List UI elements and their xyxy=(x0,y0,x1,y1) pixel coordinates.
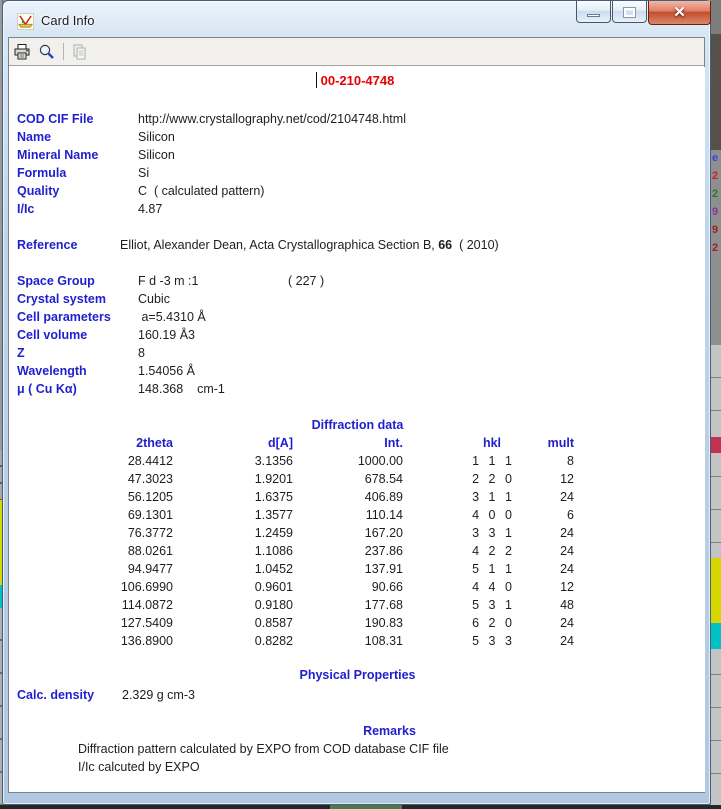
background-text-fragment: 2 xyxy=(712,188,719,200)
field-row xyxy=(10,382,705,399)
field-label: Quality xyxy=(17,184,60,198)
cell-int: 177.68 xyxy=(364,598,403,612)
cell-hkl: 3 1 1 xyxy=(472,490,512,504)
field-value: C ( calculated pattern) xyxy=(138,184,265,198)
field-label: Calc. density xyxy=(17,688,95,702)
field-value: 148.368 cm-1 xyxy=(138,382,225,396)
cell-mult: 12 xyxy=(560,472,574,486)
cell-d: 1.6375 xyxy=(254,490,293,504)
table-header-row xyxy=(10,436,705,452)
toolbar-separator xyxy=(63,43,64,60)
cell-mult: 24 xyxy=(560,634,574,648)
column-header-int: Int. xyxy=(384,436,403,450)
field-row xyxy=(10,346,705,363)
maximize-icon xyxy=(624,8,635,17)
zoom-button[interactable] xyxy=(36,41,58,63)
remark-line: I/Ic calcuted by EXPO xyxy=(78,760,200,774)
cell-hkl: 5 3 1 xyxy=(472,598,512,612)
field-row xyxy=(10,112,705,129)
field-value: Si xyxy=(138,166,150,180)
table-row xyxy=(10,598,705,614)
column-header-hkl: hkl xyxy=(482,436,502,450)
table-row xyxy=(10,616,705,632)
column-header-2theta: 2theta xyxy=(136,436,173,450)
reference-volume: 66 xyxy=(438,238,453,252)
field-row xyxy=(10,274,705,291)
cell-hkl: 5 3 3 xyxy=(472,634,512,648)
maximize-button[interactable] xyxy=(612,1,647,23)
toolbar xyxy=(9,38,704,66)
field-label: Cell parameters xyxy=(17,310,111,324)
cell-mult: 48 xyxy=(560,598,574,612)
field-row xyxy=(10,364,705,381)
field-value: 160.19 Å3 xyxy=(138,328,195,342)
field-label: COD CIF File xyxy=(17,112,94,126)
cell-mult: 24 xyxy=(560,544,574,558)
cell-d: 1.9201 xyxy=(254,472,293,486)
cell-2theta: 114.0872 xyxy=(121,598,173,612)
diffraction-section-title: Diffraction data xyxy=(311,418,404,432)
field-label: I/Ic xyxy=(17,202,35,216)
close-button[interactable] xyxy=(648,1,711,25)
field-value: 2.329 g cm-3 xyxy=(122,688,195,702)
column-header-mult: mult xyxy=(547,436,574,450)
cell-hkl: 4 2 2 xyxy=(472,544,512,558)
cell-int: 237.86 xyxy=(364,544,403,558)
field-value: F d -3 m :1 xyxy=(138,274,199,288)
field-label: Z xyxy=(17,346,25,360)
cell-d: 1.1086 xyxy=(254,544,293,558)
reference-year: ( 2010) xyxy=(452,238,499,252)
minimize-icon xyxy=(587,14,600,17)
cell-hkl: 6 2 0 xyxy=(472,616,512,630)
cell-2theta: 106.6990 xyxy=(120,580,173,594)
column-header-d: d[A] xyxy=(268,436,293,450)
minimize-button[interactable] xyxy=(576,1,611,23)
remarks-title: Remarks xyxy=(363,724,416,738)
cell-2theta: 56.1205 xyxy=(127,490,173,504)
cell-2theta: 88.0261 xyxy=(127,544,173,558)
table-row xyxy=(10,580,705,596)
background-text-fragment: e xyxy=(712,152,719,164)
cell-2theta: 69.1301 xyxy=(127,508,173,522)
cell-hkl: 2 2 0 xyxy=(472,472,512,486)
cell-mult: 24 xyxy=(560,562,574,576)
cell-int: 110.14 xyxy=(365,508,403,522)
text-cursor xyxy=(316,72,317,88)
table-row xyxy=(10,634,705,650)
cell-2theta: 94.9477 xyxy=(127,562,173,576)
field-value: Silicon xyxy=(138,130,175,144)
background-text-fragment xyxy=(330,805,402,809)
background-window-right-strip xyxy=(711,0,721,809)
physical-properties-title: Physical Properties xyxy=(299,668,416,682)
field-row xyxy=(10,202,705,219)
table-row xyxy=(10,562,705,578)
print-button[interactable] xyxy=(11,41,33,63)
field-label: Wavelength xyxy=(17,364,87,378)
cell-int: 137.91 xyxy=(364,562,403,576)
reference-text: Elliot, Alexander Dean, Acta Crystallographica Section B, xyxy=(120,238,439,252)
field-label: Cell volume xyxy=(17,328,88,342)
cell-d: 0.8282 xyxy=(254,634,293,648)
cell-2theta: 127.5409 xyxy=(120,616,173,630)
cell-mult: 24 xyxy=(560,616,574,630)
cell-d: 0.9180 xyxy=(254,598,293,612)
cell-int: 678.54 xyxy=(364,472,403,486)
reference-value xyxy=(120,238,499,252)
field-row xyxy=(10,148,705,165)
cell-int: 167.20 xyxy=(364,526,403,540)
space-group-number: ( 227 ) xyxy=(288,274,325,288)
cell-d: 0.9601 xyxy=(254,580,293,594)
background-window-bottom-strip xyxy=(0,805,721,809)
window-title: Card Info xyxy=(41,13,95,28)
field-row xyxy=(10,310,705,327)
field-label: Reference xyxy=(17,238,78,252)
background-text-fragment: 9 xyxy=(712,206,719,218)
card-info-window xyxy=(2,0,711,805)
cell-hkl: 3 3 1 xyxy=(472,526,512,540)
cell-int: 406.89 xyxy=(364,490,403,504)
field-value: Cubic xyxy=(138,292,170,306)
cell-mult: 6 xyxy=(567,508,574,522)
field-row xyxy=(10,166,705,183)
cell-2theta: 136.8900 xyxy=(120,634,173,648)
field-label: Formula xyxy=(17,166,67,180)
table-row xyxy=(10,526,705,542)
field-label: μ ( Cu Kα) xyxy=(17,382,77,396)
cell-mult: 24 xyxy=(560,490,574,504)
field-row xyxy=(10,130,705,147)
field-label: Mineral Name xyxy=(17,148,99,162)
cell-mult: 8 xyxy=(567,454,574,468)
cell-d: 1.0452 xyxy=(254,562,293,576)
reference-row xyxy=(10,238,705,255)
field-value: http://www.crystallography.net/cod/2104748.html xyxy=(138,112,406,126)
cell-2theta: 47.3023 xyxy=(127,472,173,486)
card-content xyxy=(10,67,705,792)
table-row xyxy=(10,544,705,560)
cell-d: 1.3577 xyxy=(254,508,293,522)
table-row xyxy=(10,454,705,470)
cell-int: 108.31 xyxy=(364,634,403,648)
cell-2theta: 76.3772 xyxy=(127,526,173,540)
field-label: Crystal system xyxy=(17,292,106,306)
background-text-fragment: 2 xyxy=(712,242,719,254)
printer-icon xyxy=(13,43,31,61)
remark-line: Diffraction pattern calculated by EXPO from COD database CIF file xyxy=(78,742,449,756)
cell-hkl: 4 4 0 xyxy=(472,580,512,594)
field-value: Silicon xyxy=(138,148,175,162)
cell-int: 1000.00 xyxy=(357,454,403,468)
cell-int: 190.83 xyxy=(364,616,403,630)
background-text-fragment: 9 xyxy=(712,224,719,236)
table-row xyxy=(10,472,705,488)
table-row xyxy=(10,508,705,524)
card-info-app-icon xyxy=(17,13,34,30)
cell-2theta: 28.4412 xyxy=(127,454,173,468)
cell-hkl: 1 1 1 xyxy=(472,454,512,468)
cell-mult: 24 xyxy=(560,526,574,540)
cell-int: 90.66 xyxy=(371,580,403,594)
titlebar[interactable] xyxy=(3,1,710,37)
close-icon: ✕ xyxy=(673,4,686,21)
field-label: Space Group xyxy=(17,274,95,288)
field-value: 1.54056 Å xyxy=(138,364,195,378)
field-row xyxy=(10,184,705,201)
calc-density-row xyxy=(10,688,705,705)
cell-d: 1.2459 xyxy=(254,526,293,540)
copy-icon xyxy=(71,43,89,61)
field-value: 4.87 xyxy=(138,202,163,216)
field-row xyxy=(10,328,705,345)
background-text-fragment: 2 xyxy=(712,170,719,182)
copy-button[interactable] xyxy=(69,41,91,63)
field-value: 8 xyxy=(138,346,145,360)
field-value: a=5.4310 Å xyxy=(138,310,206,324)
field-label: Name xyxy=(17,130,52,144)
cell-mult: 12 xyxy=(560,580,574,594)
card-number: 00-210-4748 xyxy=(320,73,395,88)
cell-d: 0.8587 xyxy=(254,616,293,630)
magnifier-icon xyxy=(38,43,56,61)
cell-hkl: 4 0 0 xyxy=(472,508,512,522)
field-row xyxy=(10,292,705,309)
dialog-client-area xyxy=(8,37,705,793)
cell-hkl: 5 1 1 xyxy=(472,562,512,576)
cell-d: 3.1356 xyxy=(254,454,293,468)
table-row xyxy=(10,490,705,506)
